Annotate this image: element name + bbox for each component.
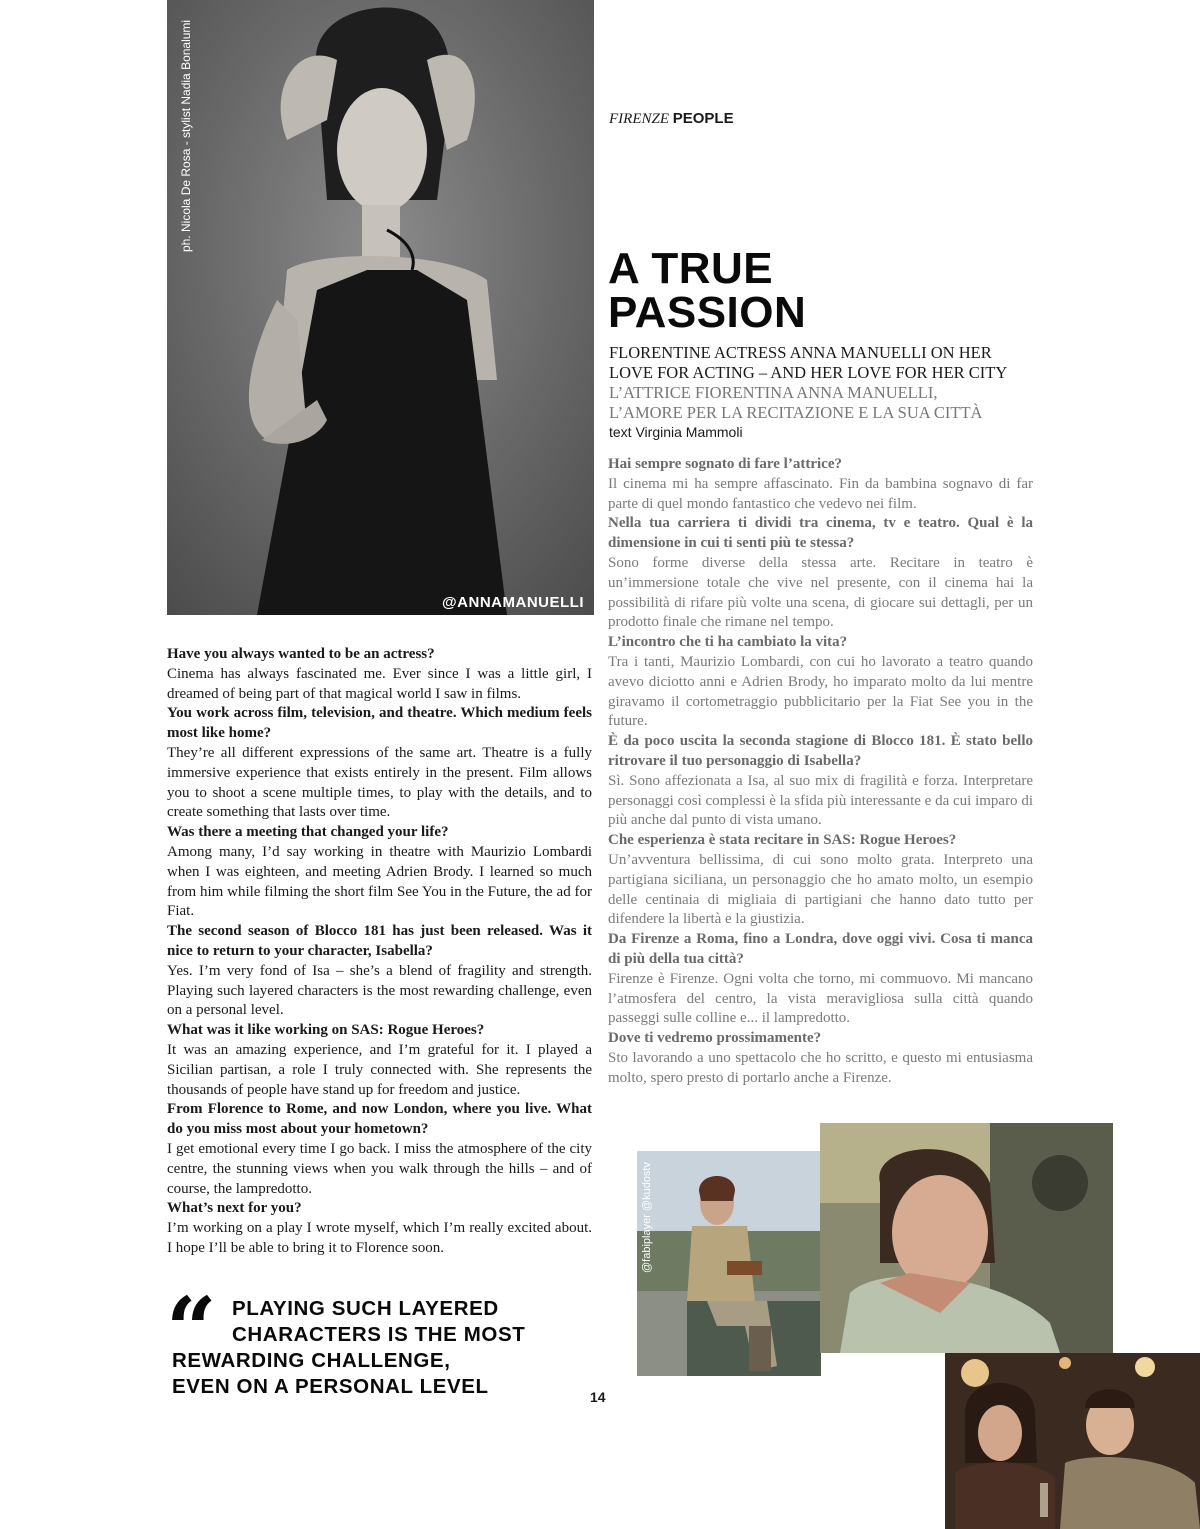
answer: Firenze è Firenze. Ogni volta che torno, mi commuovo. Mi mancano l’atmosfera del centro, la vista meravigliosa sulla città quando passeggi sulle colline e... il lampredotto. [608,970,1033,1027]
question: The second season of Blocco 181 has just been released. Was it nice to return to your character, Isabella? [167,923,592,959]
question: You work across film, television, and theatre. Which medium feels most like home? [167,705,592,742]
instagram-handle: @ANNAMANUELLI [442,594,584,611]
pull-quote-line-3: REWARDING CHALLENGE, [172,1349,451,1372]
question: Da Firenze a Roma, fino a Londra, dove oggi vivi. Cosa ti manca di più della tua città? [608,931,1033,967]
still-photo-partisan [637,1151,821,1376]
photo-credit: ph. Nicola De Rosa - stylist Nadia Bonalumi [179,19,193,252]
still-closeup-illustration [820,1123,1113,1353]
answer: It was an amazing experience, and I’m grateful for it. I played a Sicilian partisan, a role I truly connected with. She represents the thousands of people have stand up for freedom and justice. [167,1041,592,1098]
interview-italian [608,455,1033,1089]
question: Have you always wanted to be an actress? [167,646,435,662]
headline-line-1: A TRUE [608,244,774,293]
pull-quote-line-1: PLAYING SUCH LAYERED [232,1297,499,1320]
byline: text Virginia Mammoli [609,424,743,440]
subtitle-en-line-1: FLORENTINE ACTRESS ANNA MANUELLI ON HER [609,343,992,362]
still-dinner-illustration [945,1353,1200,1529]
headline-line-2: PASSION [608,288,807,337]
question: What was it like working on SAS: Rogue Heroes? [167,1022,485,1039]
question: Hai sempre sognato di fare l’attrice? [608,456,842,472]
question: Was there a meeting that changed your life? [167,824,449,841]
still-photo-dinner [945,1353,1200,1529]
answer: Cinema has always fascinated me. Ever since I was a little girl, I dreamed of being part of that magical world I saw in films. [167,665,592,702]
question: Che esperienza è stata recitare in SAS: Rogue Heroes? [608,832,957,849]
subtitle-it-line-1: L’ATTRICE FIORENTINA ANNA MANUELLI, [609,383,938,402]
answer: Sì. Sono affezionata a Isa, al suo mix di fragilità e forza. Interpretare personaggi così complessi è la sfida più interessante e da cui imparo di più anche dal punto di vista umano. [608,772,1033,829]
portrait-illustration [167,0,594,615]
answer: They’re all different expressions of the same art. Theatre is a fully immersive experience that exists entirely in the present. Film allows you to shoot a scene multiple times, to play with the details, and to create something that lasts over time. [167,744,592,821]
pull-quote-line-2: CHARACTERS IS THE MOST [232,1323,526,1346]
question: L’incontro che ti ha cambiato la vita? [608,634,848,651]
answer: Un’avventura bellissima, di cui sono molto grata. Interpreto una partigiana siciliana, un personaggio che ho amato molto, un esempio delle centinaia di migliaia di partigiani che hanno dato tutto per difendere la libertà e la giustizia. [608,851,1033,928]
question: Dove ti vedremo prossimamente? [608,1030,822,1047]
headline [608,244,807,337]
interview-english [167,645,592,1259]
section-tag [609,110,734,128]
answer: I’m working on a play I wrote myself, which I’m really excited about. I hope I’ll be able to bring it to Florence soon. [167,1220,592,1256]
still-photo-closeup [820,1123,1113,1353]
page-number: 14 [590,1389,606,1405]
subtitle-en-line-2: LOVE FOR ACTING – AND HER LOVE FOR HER CITY [609,363,1008,382]
subtitle-english [609,343,1049,383]
question: Nella tua carriera ti dividi tra cinema, tv e teatro. Qual è la dimensione in cui ti senti più te stessa? [608,515,1033,552]
quote-mark-icon: “ [166,1277,217,1381]
section-city: FIRENZE [609,111,669,127]
still-photo-credit: @fabiplayer @kudostv [641,1162,653,1273]
answer: Il cinema mi ha sempre affascinato. Fin da bambina sognavo di far parte di quel mondo fantastico che vedevo nei film. [608,475,1033,512]
subtitle-it-line-2: L’AMORE PER LA RECITAZIONE E LA SUA CITTÀ [609,403,983,422]
answer: Tra i tanti, Maurizio Lombardi, con cui ho lavorato a teatro quando avevo diciotto anni e Adrien Brody, ho imparato molto da lui mentre giravamo il cortometraggio pubblicitario per la Fiat See you in the future. [608,653,1033,730]
main-portrait-photo [167,0,594,615]
pull-quote [172,1296,592,1400]
section-label: PEOPLE [672,110,734,127]
still-partisan-illustration [637,1151,821,1376]
question: From Florence to Rome, and now London, where you live. What do you miss most about your hometown? [167,1101,592,1138]
subtitle-italian [609,383,1049,423]
answer: Among many, I’d say working in theatre with Maurizio Lombardi when I was eighteen, and meeting Adrien Brody. I learned so much from him while filming the short film See You in the Future, the ad for Fiat. [167,843,592,920]
answer: Sono forme diverse della stessa arte. Recitare in teatro è un’immersione totale che vive nel presente, con il cinema hai la possibilità di rifare più volte una scena, di giocare sui dettagli, per un prodotto finale che rimane nel tempo. [608,554,1033,631]
pull-quote-line-4: EVEN ON A PERSONAL LEVEL [172,1375,489,1398]
answer: I get emotional every time I go back. I miss the atmosphere of the city centre, the stunning views when you walk through the hills – and of course, the lampredotto. [167,1140,592,1197]
answer: Yes. I’m very fond of Isa – she’s a blend of fragility and strength. Playing such layered characters is the most rewarding challenge, even on a personal level. [167,962,592,1019]
answer: Sto lavorando a uno spettacolo che ho scritto, e questo mi entusiasma molto, spero presto di portarlo anche a Firenze. [608,1049,1033,1086]
question: È da poco uscita la seconda stagione di Blocco 181. È stato bello ritrovare il tuo personaggio di Isabella? [608,733,1033,769]
question: What’s next for you? [167,1200,302,1217]
